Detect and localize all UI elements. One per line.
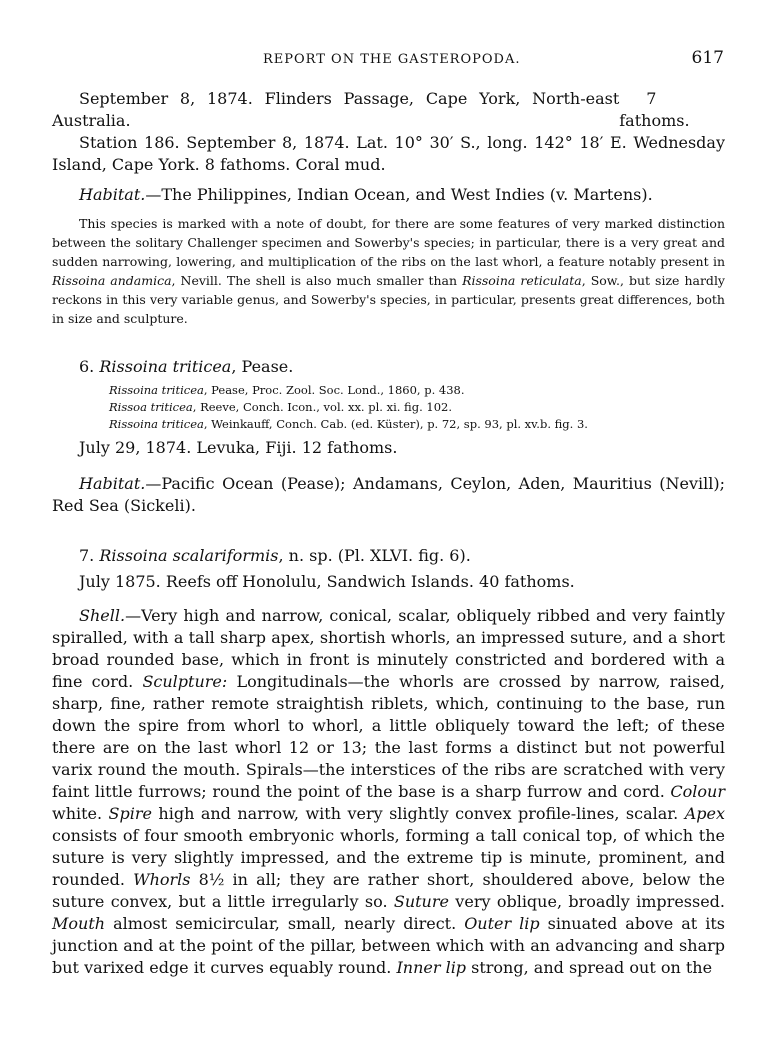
habitat-paragraph bbox=[52, 184, 725, 206]
ref-name: Rissoina triticea bbox=[109, 383, 204, 397]
habitat-label: Habitat. bbox=[79, 185, 146, 204]
page-header bbox=[0, 48, 776, 74]
ref-name: Rissoina triticea bbox=[109, 417, 204, 431]
habitat-paragraph bbox=[52, 473, 725, 517]
desc-label: Sculpture: bbox=[142, 672, 228, 691]
desc-text: high and narrow, with very slightly convex profile-lines, scalar. bbox=[151, 804, 685, 823]
desc-text: Longitudinals—the whorls are crossed by narrow, raised, sharp, fine, rather remote straightish riblets, which, continuing to the base, run down the spire from whorl to whorl, a little obliquely toward the left; of these there are on the last whorl 12 or 13; the last forms a distinct but not powerful varix round the mouth. Spirals—the interstices of the ribs are scratched with very faint little furrows; round the point of the base is a sharp furrow and cord. bbox=[52, 672, 725, 801]
desc-text: white. bbox=[52, 804, 109, 823]
desc-text: strong, and spread out on the bbox=[466, 958, 713, 977]
species-heading bbox=[52, 545, 725, 567]
page-number: 617 bbox=[691, 48, 724, 68]
note-text: , Sow., but size hardly reckons in this very variable genus, and Sowerby's species, in particular, presents great differences, both in size and sculpture. bbox=[52, 273, 725, 326]
note-text: , Nevill. The shell is also much smaller than bbox=[171, 273, 463, 288]
station-line-3: Island, Cape York. 8 fathoms. Coral mud. bbox=[52, 155, 386, 174]
desc-label: Spire bbox=[108, 804, 152, 823]
desc-label: Colour bbox=[670, 782, 725, 801]
desc-text: —Very high and narrow, conical, scalar, obliquely ribbed and very faintly spiralled, with a tall sharp apex, shortish whorls, an impressed suture, and a short broad rounded base, which in front is minutely constricted and bordered with a fine cord. bbox=[52, 606, 725, 691]
synonymy-entry bbox=[109, 416, 725, 433]
station-line-right: 7 fathoms. bbox=[619, 89, 690, 130]
habitat-text: —The Philippines, Indian Ocean, and West Indies (v. Martens). bbox=[145, 185, 653, 204]
ref-citation: , Reeve, Conch. Icon., vol. xx. pl. xi. fig. 102. bbox=[192, 400, 453, 414]
station-line-2: Station 186. September 8, 1874. Lat. 10° 30′ S., long. 142° 18′ E. Wednesday bbox=[79, 133, 725, 152]
desc-text: very oblique, broadly impressed. bbox=[448, 892, 725, 911]
desc-text: sinuated above at its junction and at the point of the pillar, between which with an advancing and sharp but varixed edge it curves equably round. bbox=[52, 914, 725, 977]
species-ref: Rissoina reticulata bbox=[462, 273, 582, 288]
desc-label: Apex bbox=[684, 804, 726, 823]
station-line bbox=[52, 88, 725, 132]
note-text: This species is marked with a note of doubt, for there are some features of very marked distinction between the solitary Challenger specimen and Sowerby's species; in particular, there is a very great and sudden narrowing, lowering, and multiplication of the ribs on the last whorl, a feature notably present in bbox=[52, 216, 725, 269]
ref-name: Rissoa triticea bbox=[109, 400, 193, 414]
desc-label: Mouth bbox=[52, 914, 106, 933]
synonymy-entry bbox=[109, 382, 725, 399]
synonymy-list bbox=[109, 382, 725, 433]
description-paragraph bbox=[52, 605, 725, 979]
species-heading bbox=[52, 356, 725, 378]
species-name: Rissoina triticea bbox=[99, 357, 232, 376]
running-title: REPORT ON THE GASTEROPODA. bbox=[263, 52, 521, 67]
habitat-text: —Pacific Ocean (Pease); Andamans, Ceylon, Aden, Mauritius (Nevill); Red Sea (Sickeli). bbox=[52, 474, 725, 515]
species-name: Rissoina scalariformis bbox=[99, 546, 279, 565]
note-paragraph bbox=[52, 214, 725, 328]
species-author: , n. sp. (Pl. XLVI. fig. 6). bbox=[278, 546, 471, 565]
desc-label: Suture bbox=[393, 892, 449, 911]
desc-label: Inner lip bbox=[396, 958, 467, 977]
station-line-left: September 8, 1874. Flinders Passage, Cape York, North-east Australia. bbox=[52, 89, 620, 130]
desc-text: consists of four smooth embryonic whorls, forming a tall conical top, of which the suture is very slightly impressed, and the extreme tip is minute, prominent, and rounded. bbox=[52, 826, 725, 889]
habitat-label: Habitat. bbox=[79, 474, 146, 493]
species-number: 7. bbox=[79, 546, 95, 565]
species-number: 6. bbox=[79, 357, 95, 376]
station-paragraph bbox=[52, 132, 725, 176]
desc-text: 8½ in all; they are rather short, shouldered above, below the suture convex, but a little irregularly so. bbox=[52, 870, 726, 911]
desc-label: Outer lip bbox=[464, 914, 540, 933]
synonymy-entry bbox=[109, 399, 725, 416]
desc-text: almost semicircular, small, nearly direct. bbox=[105, 914, 465, 933]
species-author: , Pease. bbox=[231, 357, 294, 376]
desc-label: Shell. bbox=[79, 606, 126, 625]
species-station: July 29, 1874. Levuka, Fiji. 12 fathoms. bbox=[79, 438, 398, 457]
page-body bbox=[52, 88, 725, 979]
species-ref: Rissoina andamica bbox=[52, 273, 172, 288]
desc-label: Whorls bbox=[133, 870, 191, 889]
species-station: July 1875. Reefs off Honolulu, Sandwich Islands. 40 fathoms. bbox=[79, 572, 575, 591]
ref-citation: , Pease, Proc. Zool. Soc. Lond., 1860, p. 438. bbox=[203, 383, 465, 397]
ref-citation: , Weinkauff, Conch. Cab. (ed. Küster), p. 72, sp. 93, pl. xv.b. fig. 3. bbox=[203, 417, 588, 431]
